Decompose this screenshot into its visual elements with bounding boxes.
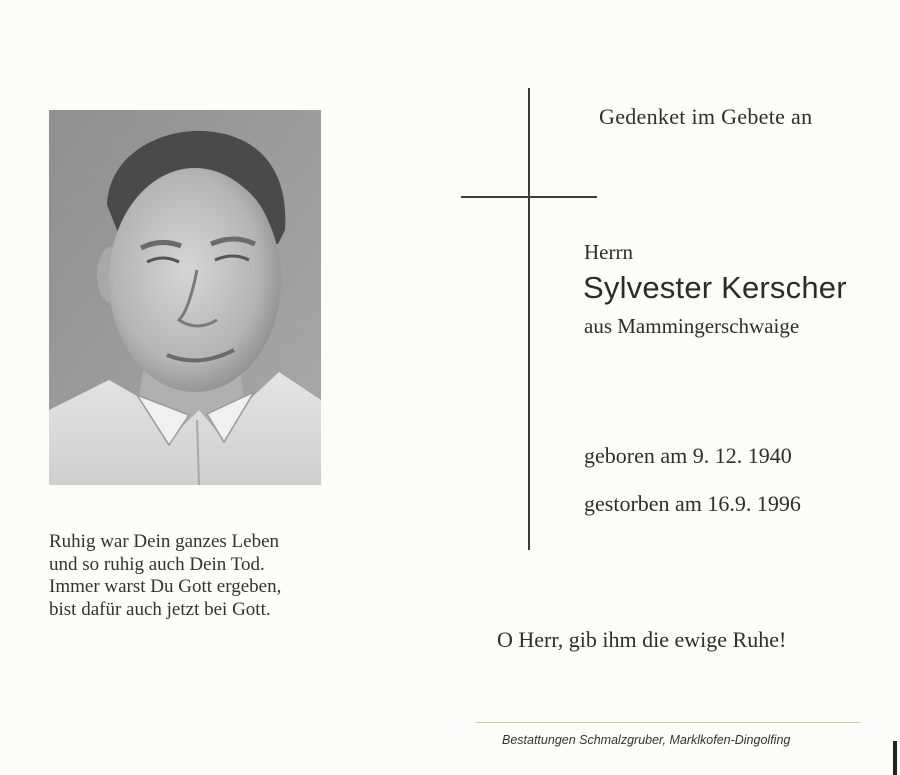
poem-line: und so ruhig auch Dein Tod. <box>49 553 265 575</box>
footer-divider <box>476 722 860 723</box>
poem-line: bist dafür auch jetzt bei Gott. <box>49 598 271 620</box>
portrait-image <box>49 110 321 485</box>
prayer-line: O Herr, gib ihm die ewige Ruhe! <box>497 627 787 652</box>
place-of-origin: aus Mammingerschwaige <box>584 314 800 338</box>
portrait-photo <box>49 110 321 485</box>
funeral-home-credit: Bestattungen Schmalzgruber, Marklkofen-Dingolfing <box>502 733 791 747</box>
cross-icon-vertical <box>528 88 530 550</box>
death-date: gestorben am 16.9. 1996 <box>584 491 801 516</box>
memorial-poem <box>49 531 349 621</box>
birth-date: geboren am 9. 12. 1940 <box>584 443 792 468</box>
deceased-name: Sylvester Kerscher <box>583 270 847 305</box>
memorial-heading: Gedenket im Gebete an <box>599 104 813 129</box>
scan-edge-mark <box>893 741 897 775</box>
cross-icon-horizontal <box>461 196 597 198</box>
salutation: Herrn <box>584 240 633 264</box>
poem-line: Immer warst Du Gott ergeben, <box>49 576 282 597</box>
poem-line: Ruhig war Dein ganzes Leben <box>49 531 280 552</box>
